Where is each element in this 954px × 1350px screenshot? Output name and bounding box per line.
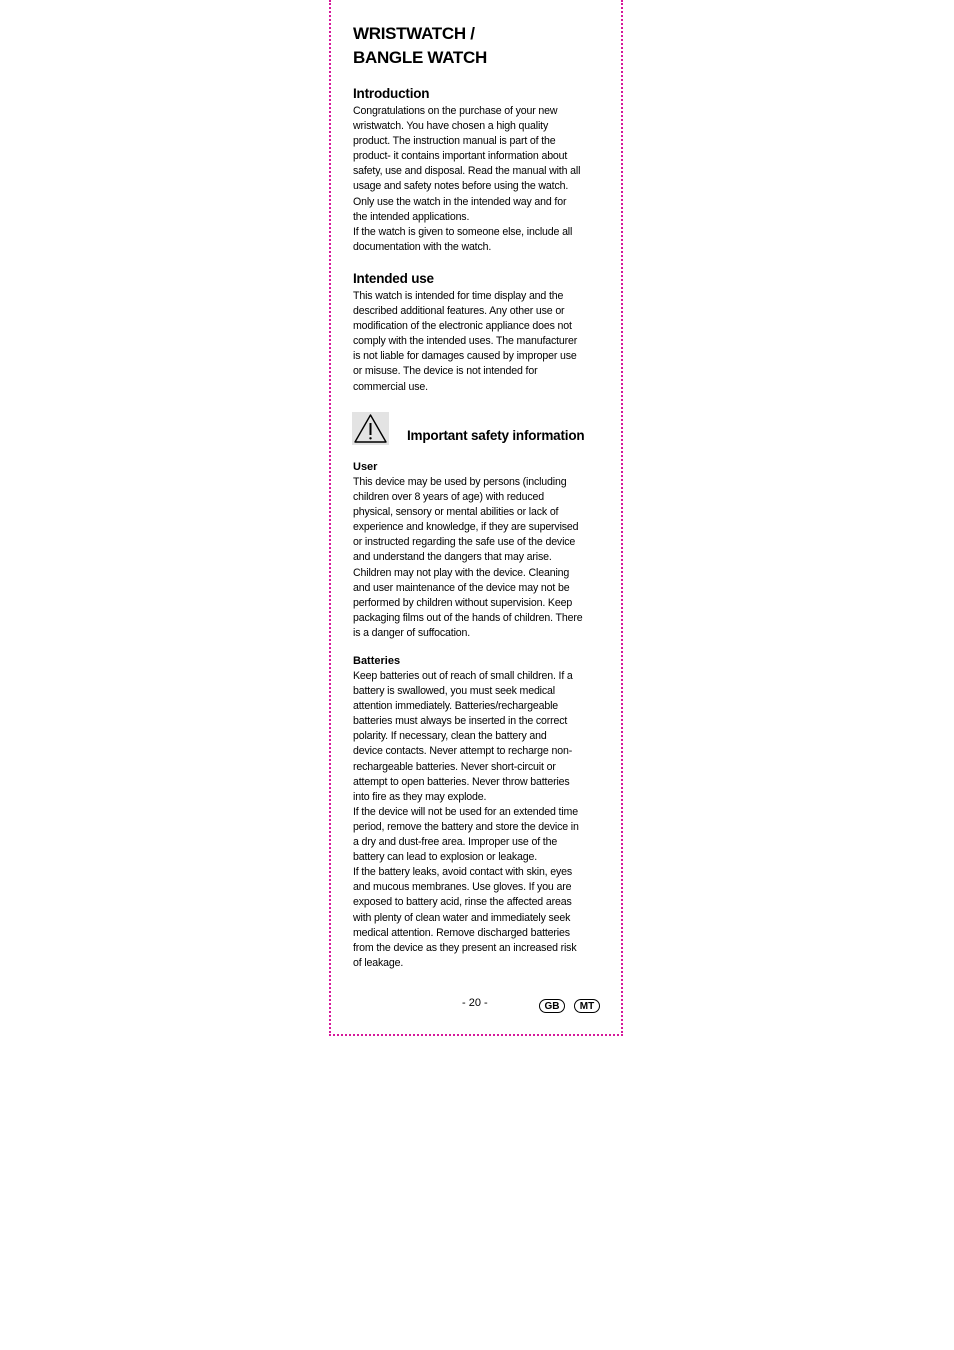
intended-use-text: This watch is intended for time display and the described additional features. Any other use or modification of the electronic appliance does not comply with the intended uses. The manufacturer is not liable for damages caused by improper use or misuse. The device is not intended for commercial use. xyxy=(353,290,578,393)
language-badge-gb: GB xyxy=(539,999,565,1013)
intended-use-heading: Intended use xyxy=(353,271,434,286)
introduction-heading: Introduction xyxy=(353,86,430,101)
page-number: - 20 - xyxy=(462,997,488,1009)
safety-heading: Important safety information xyxy=(407,428,585,443)
user-heading: User xyxy=(353,461,378,473)
user-text: This device may be used by persons (including children over 8 years of age) with reduced physical, sensory or mental abilities or lack of experience and knowledge, if they are supervised or instructed regarding the safe use of the device and understand the dangers that may arise. Children may not play with the device. Cleaning and user maintenance of the device may not be performed by children without supervision. Keep packaging films out of the hands of children. There is a danger of suffocation. xyxy=(353,476,583,639)
warning-triangle-icon xyxy=(352,412,389,445)
batteries-heading: Batteries xyxy=(353,655,401,667)
page-title: WRISTWATCH / BANGLE WATCH xyxy=(353,24,487,67)
language-badge-mt: MT xyxy=(574,999,600,1013)
manual-page xyxy=(329,0,623,1036)
introduction-text: Congratulations on the purchase of your new wristwatch. You have chosen a high quality product. The instruction manual is part of the product- it contains important information about safety, use and disposal. Read the manual with all usage and safety notes before using the watch. Only use the watch in the intended way and for the intended applications. If the watch is given to someone else, include all documentation with the watch. xyxy=(353,105,581,253)
batteries-text: Keep batteries out of reach of small children. If a battery is swallowed, you must seek medical attention immediately. Batteries/rechargeable batteries must always be inserted in the correct polarity. If necessary, clean the battery and device contacts. Never attempt to recharge non- rechargeable batteries. Never short-circuit or attempt to open batteries. Never throw batteries into fire as they may explode. If the device will not be used for an extended time period, remove the battery and store the device in a dry and dust-free area. Improper use of the battery can lead to explosion or leakage. If the battery leaks, avoid contact with skin, eyes and mucous membranes. Use gloves. If you are exposed to battery acid, rinse the affected areas with plenty of clean water and immediately seek medical attention. Remove discharged batteries from the device as they present an increased risk of leakage. xyxy=(353,670,579,969)
